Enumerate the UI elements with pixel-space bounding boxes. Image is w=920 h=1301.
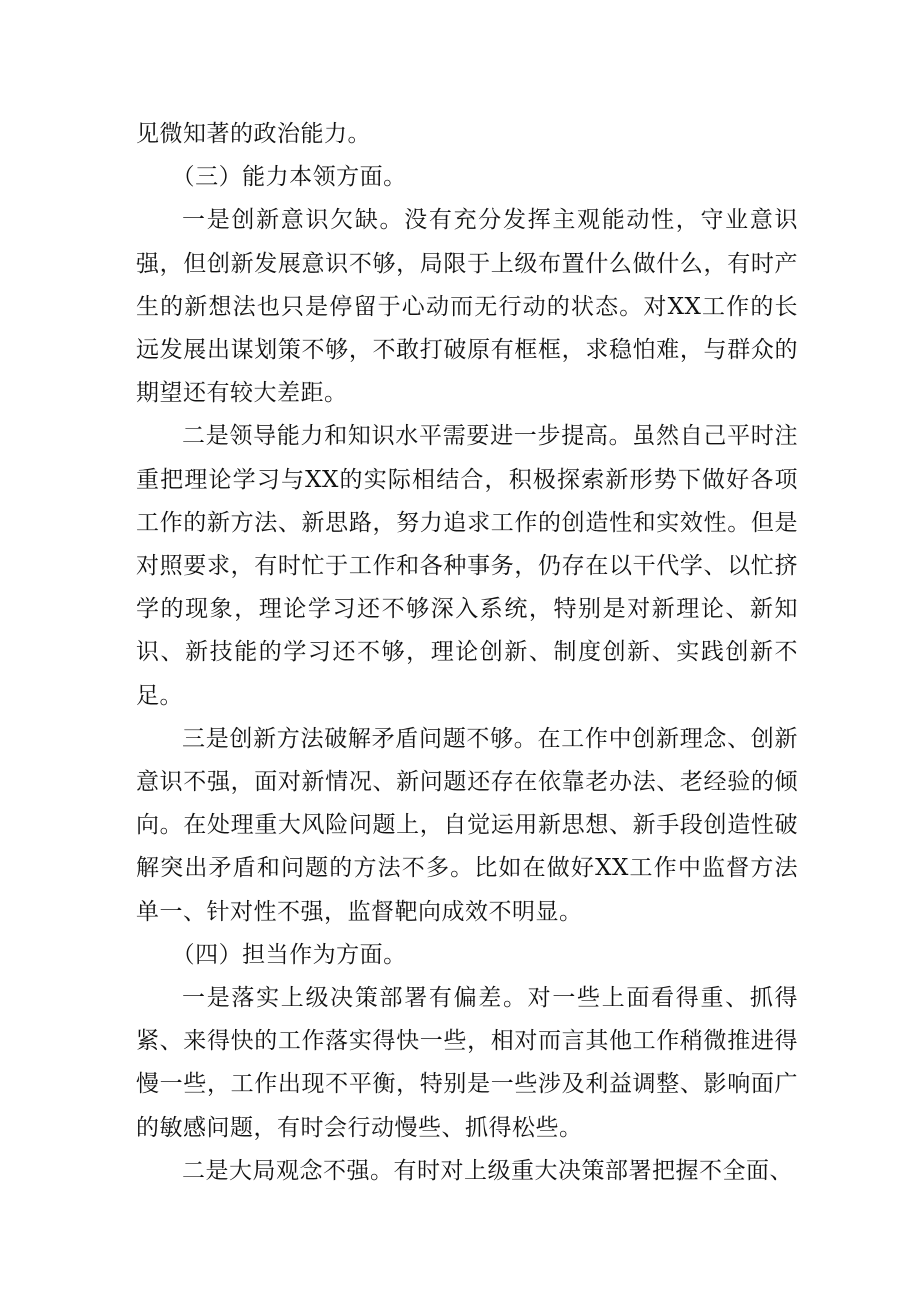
- paragraph-leadership-knowledge: 二是领导能力和知识水平需要进一步提高。虽然自己平时注重把理论学习与XX的实际相结合，积极探索新形势下做好各项工作的新方法、新思路，努力追求工作的创造性和实效性。但是对照要求，有时忙于工作和各种事务，仍存在以干代学、以忙挤学的现象，理论学习还不够深入系统，特别是对新理论、新知识、新技能的学习还不够，理论创新、制度创新、实践创新不足。: [136, 423, 798, 709]
- paragraph-implementation-deviation: 一是落实上级决策部署有偏差。对一些上面看得重、抓得紧、来得快的工作落实得快一些，相对而言其他工作稍微推进得慢一些，工作出现不平衡，特别是一些涉及利益调整、影响面广的敏感问题，有时会行动慢些、抓得松些。: [136, 985, 798, 1141]
- paragraph-innovation-awareness: 一是创新意识欠缺。没有充分发挥主观能动性，守业意识强，但创新发展意识不够，局限于上级布置什么做什么，有时产生的新想法也只是停留于心动而无行动的状态。对XX工作的长远发展出谋划策不够，不敢打破原有框框，求稳怕难，与群众的期望还有较大差距。: [136, 207, 798, 407]
- paragraph-innovation-methods: 三是创新方法破解矛盾问题不够。在工作中创新理念、创新意识不强，面对新情况、新问题还存在依靠老办法、老经验的倾向。在处理重大风险问题上，自觉运用新思想、新手段创造性破解突出矛盾和问题的方法不多。比如在做好XX工作中监督方法单一、针对性不强，监督靶向成效不明显。: [136, 725, 798, 925]
- paragraph-overall-view: 二是大局观念不强。有时对上级重大决策部署把握不全面、: [182, 1157, 793, 1184]
- document-body: [136, 113, 798, 1193]
- section-heading-responsibility: （四）担当作为方面。: [171, 941, 407, 968]
- paragraph-continuation: 见微知著的政治能力。: [136, 121, 371, 147]
- section-heading-ability: （三）能力本领方面。: [171, 164, 407, 191]
